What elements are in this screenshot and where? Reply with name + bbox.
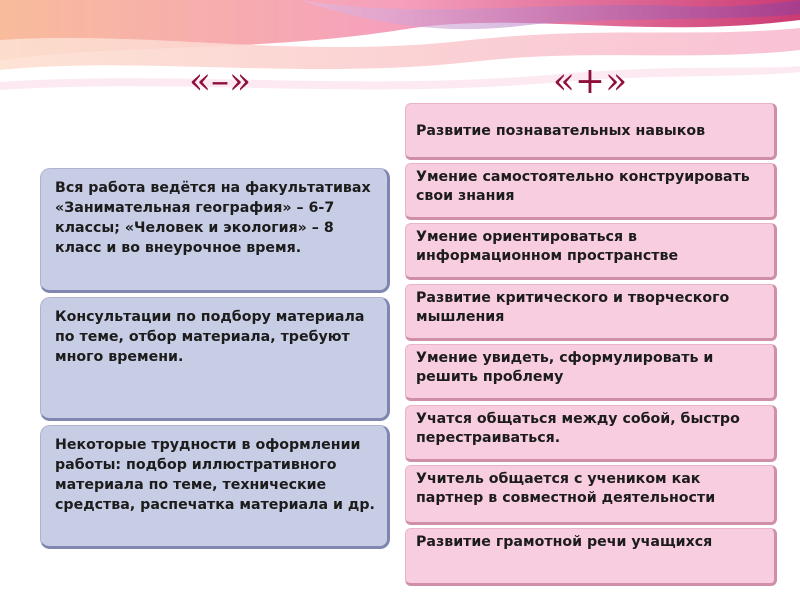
plus-item-7: Учитель общается с учеником как партнер в совместной деятельности: [405, 465, 777, 525]
plus-item-5: Умение увидеть, сформулировать и решить проблему: [405, 344, 777, 401]
plus-item-4: Развитие критического и творческого мышления: [405, 284, 777, 341]
plus-item-8: Развитие грамотной речи учащихся: [405, 528, 777, 586]
plus-heading: «+»: [552, 61, 628, 102]
plus-item-3: Умение ориентироваться в информационном пространстве: [405, 223, 777, 280]
plus-item-2: Умение самостоятельно конструировать свои знания: [405, 163, 777, 220]
minus-item-3: Некоторые трудности в оформлении работы: подбор иллюстративного материала по теме, технические средства, распечатка материала и др.: [40, 425, 390, 549]
decorative-wave-banner: [0, 0, 800, 110]
minus-item-1: Вся работа ведётся на факультативах «Занимательная география» – 6-7 классы; «Человек и экология» – 8 класс и во внеурочное время.: [40, 168, 390, 293]
minus-heading: «–»: [188, 61, 252, 102]
minus-item-2: Консультации по подбору материала по теме, отбор материала, требуют много времени.: [40, 297, 390, 421]
plus-item-1: Развитие познавательных навыков: [405, 103, 777, 160]
plus-item-6: Учатся общаться между собой, быстро перестраиваться.: [405, 405, 777, 462]
